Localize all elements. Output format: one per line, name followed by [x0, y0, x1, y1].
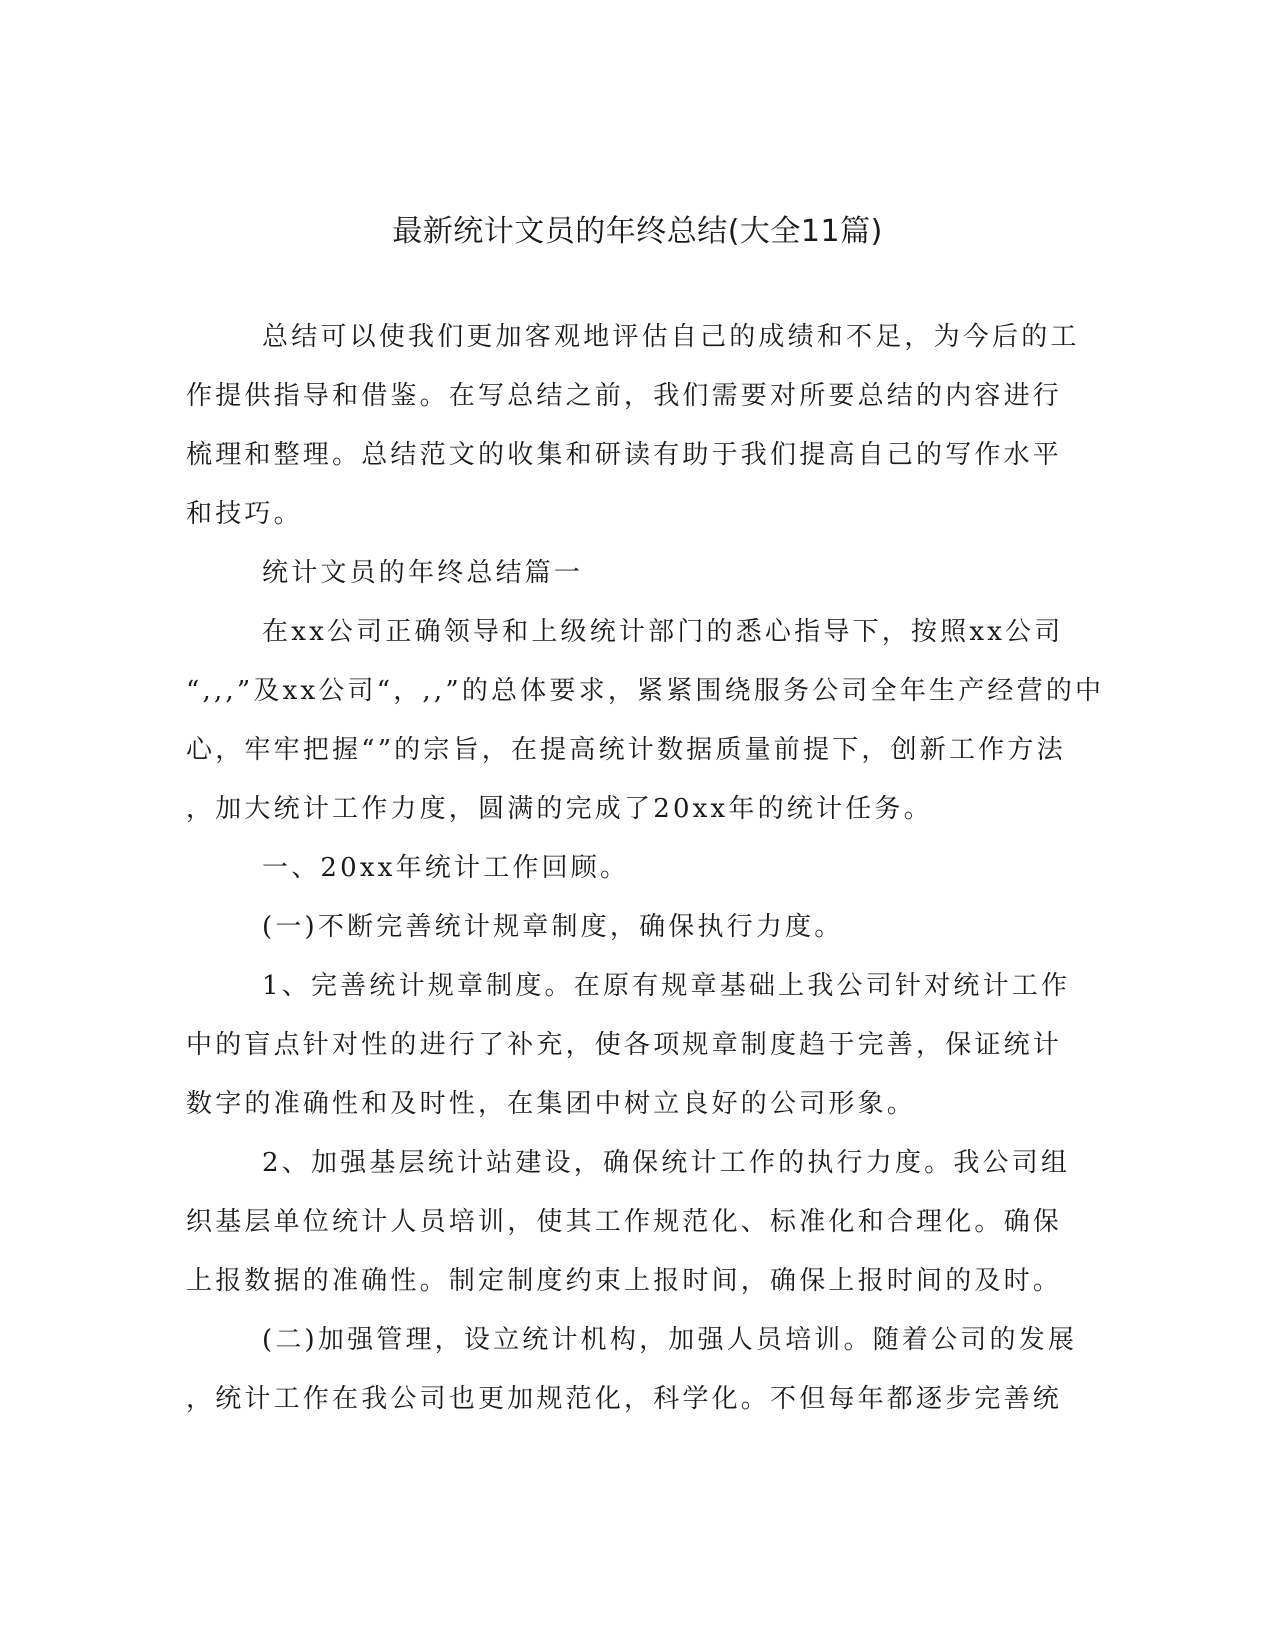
paragraph-line: 和技巧。	[186, 499, 303, 529]
paragraph-line: 在xx公司正确领导和上级统计部门的悉心指导下，按照xx公司	[262, 617, 1064, 647]
paragraph-line: (二)加强管理，设立统计机构，加强人员培训。随着公司的发展	[262, 1325, 1078, 1355]
paragraph-line: 数字的准确性和及时性，在集团中树立良好的公司形象。	[186, 1089, 917, 1119]
paragraph-line: 总结可以使我们更加客观地评估自己的成绩和不足，为今后的工	[262, 322, 1080, 352]
paragraph-line: ，统计工作在我公司也更加规范化，科学化。不但每年都逐步完善统	[186, 1384, 1063, 1414]
paragraph-line: 心，牢牢把握“”的宗旨，在提高统计数据质量前提下，创新工作方法	[186, 735, 1066, 765]
paragraph-line: 2、加强基层统计站建设，确保统计工作的执行力度。我公司组	[262, 1148, 1071, 1178]
paragraph-line: (一)不断完善统计规章制度，确保执行力度。	[262, 912, 844, 942]
section-heading: 统计文员的年终总结篇一	[262, 558, 584, 588]
paragraph-line: 1、完善统计规章制度。在原有规章基础上我公司针对统计工作	[262, 971, 1071, 1001]
paragraph-line: 上报数据的准确性。制定制度约束上报时间，确保上报时间的及时。	[186, 1266, 1063, 1296]
paragraph-line: ，加大统计工作力度，圆满的完成了20xx年的统计任务。	[186, 794, 933, 824]
paragraph-line: 一、20xx年统计工作回顾。	[262, 853, 630, 883]
paragraph-line: 织基层单位统计人员培训，使其工作规范化、标准化和合理化。确保	[186, 1207, 1063, 1237]
paragraph-line: 中的盲点针对性的进行了补充，使各项规章制度趋于完善，保证统计	[186, 1030, 1063, 1060]
document-title: 最新统计文员的年终总结(大全11篇)	[392, 214, 883, 249]
paragraph-line: 梳理和整理。总结范文的收集和研读有助于我们提高自己的写作水平	[186, 440, 1063, 470]
paragraph-line: “,,,”及xx公司“，,,”的总体要求，紧紧围绕服务公司全年生产经营的中	[186, 676, 1105, 706]
paragraph-line: 作提供指导和借鉴。在写总结之前，我们需要对所要总结的内容进行	[186, 381, 1063, 411]
